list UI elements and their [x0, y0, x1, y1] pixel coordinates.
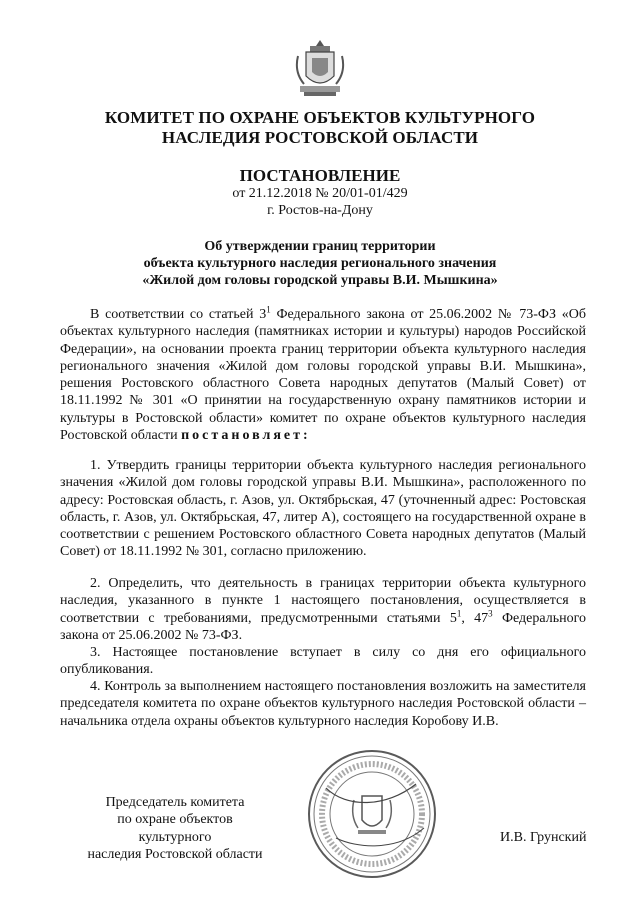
coat-of-arms-emblem: [294, 38, 346, 98]
item-4: [60, 678, 586, 730]
item-2-sup1: 1: [456, 607, 462, 618]
item-2-text-b: , 47: [461, 610, 489, 626]
item-1-text: 1. Утвердить границы территории объекта культурного наследия регионального значения «Жилой дом головы городской управы В.И. Мышкина», расположенного по адресу: Ростовская область, г. Азов, ул. Октябрьская, 47 (уточненный адрес: Ростовская область, г. Азов, ул. Октябрьская, 47, литер А), состоящего на государственной охране в соответствии с решением Ростовского областного Совета народных депутатов (Малый Совет) от 18.11.1992 № 301, согласно приложению.: [60, 458, 586, 560]
signatory-name: И.В. Грунский: [500, 830, 587, 845]
decree-word: постановляет:: [181, 428, 311, 444]
item-3: [60, 644, 586, 679]
item-1: [60, 457, 586, 561]
preamble-paragraph: [60, 306, 586, 444]
org-name-line2: НАСЛЕДИЯ РОСТОВСКОЙ ОБЛАСТИ: [161, 128, 479, 147]
signatory-line3: наследия Ростовской области: [87, 846, 263, 862]
official-seal-stamp: [306, 748, 438, 880]
item-2-sup2: 3: [488, 607, 493, 618]
subject-line3: «Жилой дом головы городской управы В.И. Мышкина»: [142, 273, 498, 288]
preamble-text-2: Федерального закона от 25.06.2002 № 73-ФЗ «Об объектах культурного наследия (памятниках истории и культуры) народов Российской Федерации», на основании проекта границ территории объекта культурного наследия регионального значения «Жилой дом головы городской управы В.И. Мышкина», решения Ростовского областного Совета народных депутатов (Малый Совет) от 18.11.1992 № 301 «О принятии на государственную охрану памятников истории и культуры в Ростовской области» комитет по охране объектов культурного наследия Ростовской области: [60, 307, 586, 444]
signatory-position: [80, 794, 270, 863]
document-date-number: от 21.12.2018 № 20/01-01/429: [232, 186, 408, 201]
preamble-text-1: В соответствии со статьей 3: [90, 307, 267, 322]
item-2-text-c: Федерального закона от 25.06.2002 № 73-ФЗ.: [60, 610, 586, 643]
document-city: г. Ростов-на-Дону: [267, 203, 373, 218]
item-2-text-a: 2. Определить, что деятельность в границах территории объекта культурного наследия, указанного в пункте 1 настоящего постановления, осуществляется в соответствии с требованиями, предусмотренными статьями 5: [60, 576, 586, 626]
item-3-text: 3. Настоящее постановление вступает в силу со дня его официального опубликования.: [60, 645, 586, 678]
signatory-line1: Председатель комитета: [105, 795, 245, 810]
item-2: [60, 575, 586, 644]
subject-line2: объекта культурного наследия регионального значения: [143, 256, 497, 271]
subject-line1: Об утверждении границ территории: [204, 239, 436, 254]
org-name-line1: КОМИТЕТ ПО ОХРАНЕ ОБЪЕКТОВ КУЛЬТУРНОГО: [104, 108, 536, 127]
signatory-line2: по охране объектов культурного: [117, 812, 233, 845]
preamble-sup: 1: [266, 304, 271, 315]
item-4-text: 4. Контроль за выполнением настоящего постановления возложить на заместителя председателя комитета по охране объектов культурного наследия Ростовской области – начальника отдела охраны объектов культурного наследия Коробову И.В.: [60, 679, 586, 729]
document-type: ПОСТАНОВЛЕНИЕ: [239, 166, 401, 185]
